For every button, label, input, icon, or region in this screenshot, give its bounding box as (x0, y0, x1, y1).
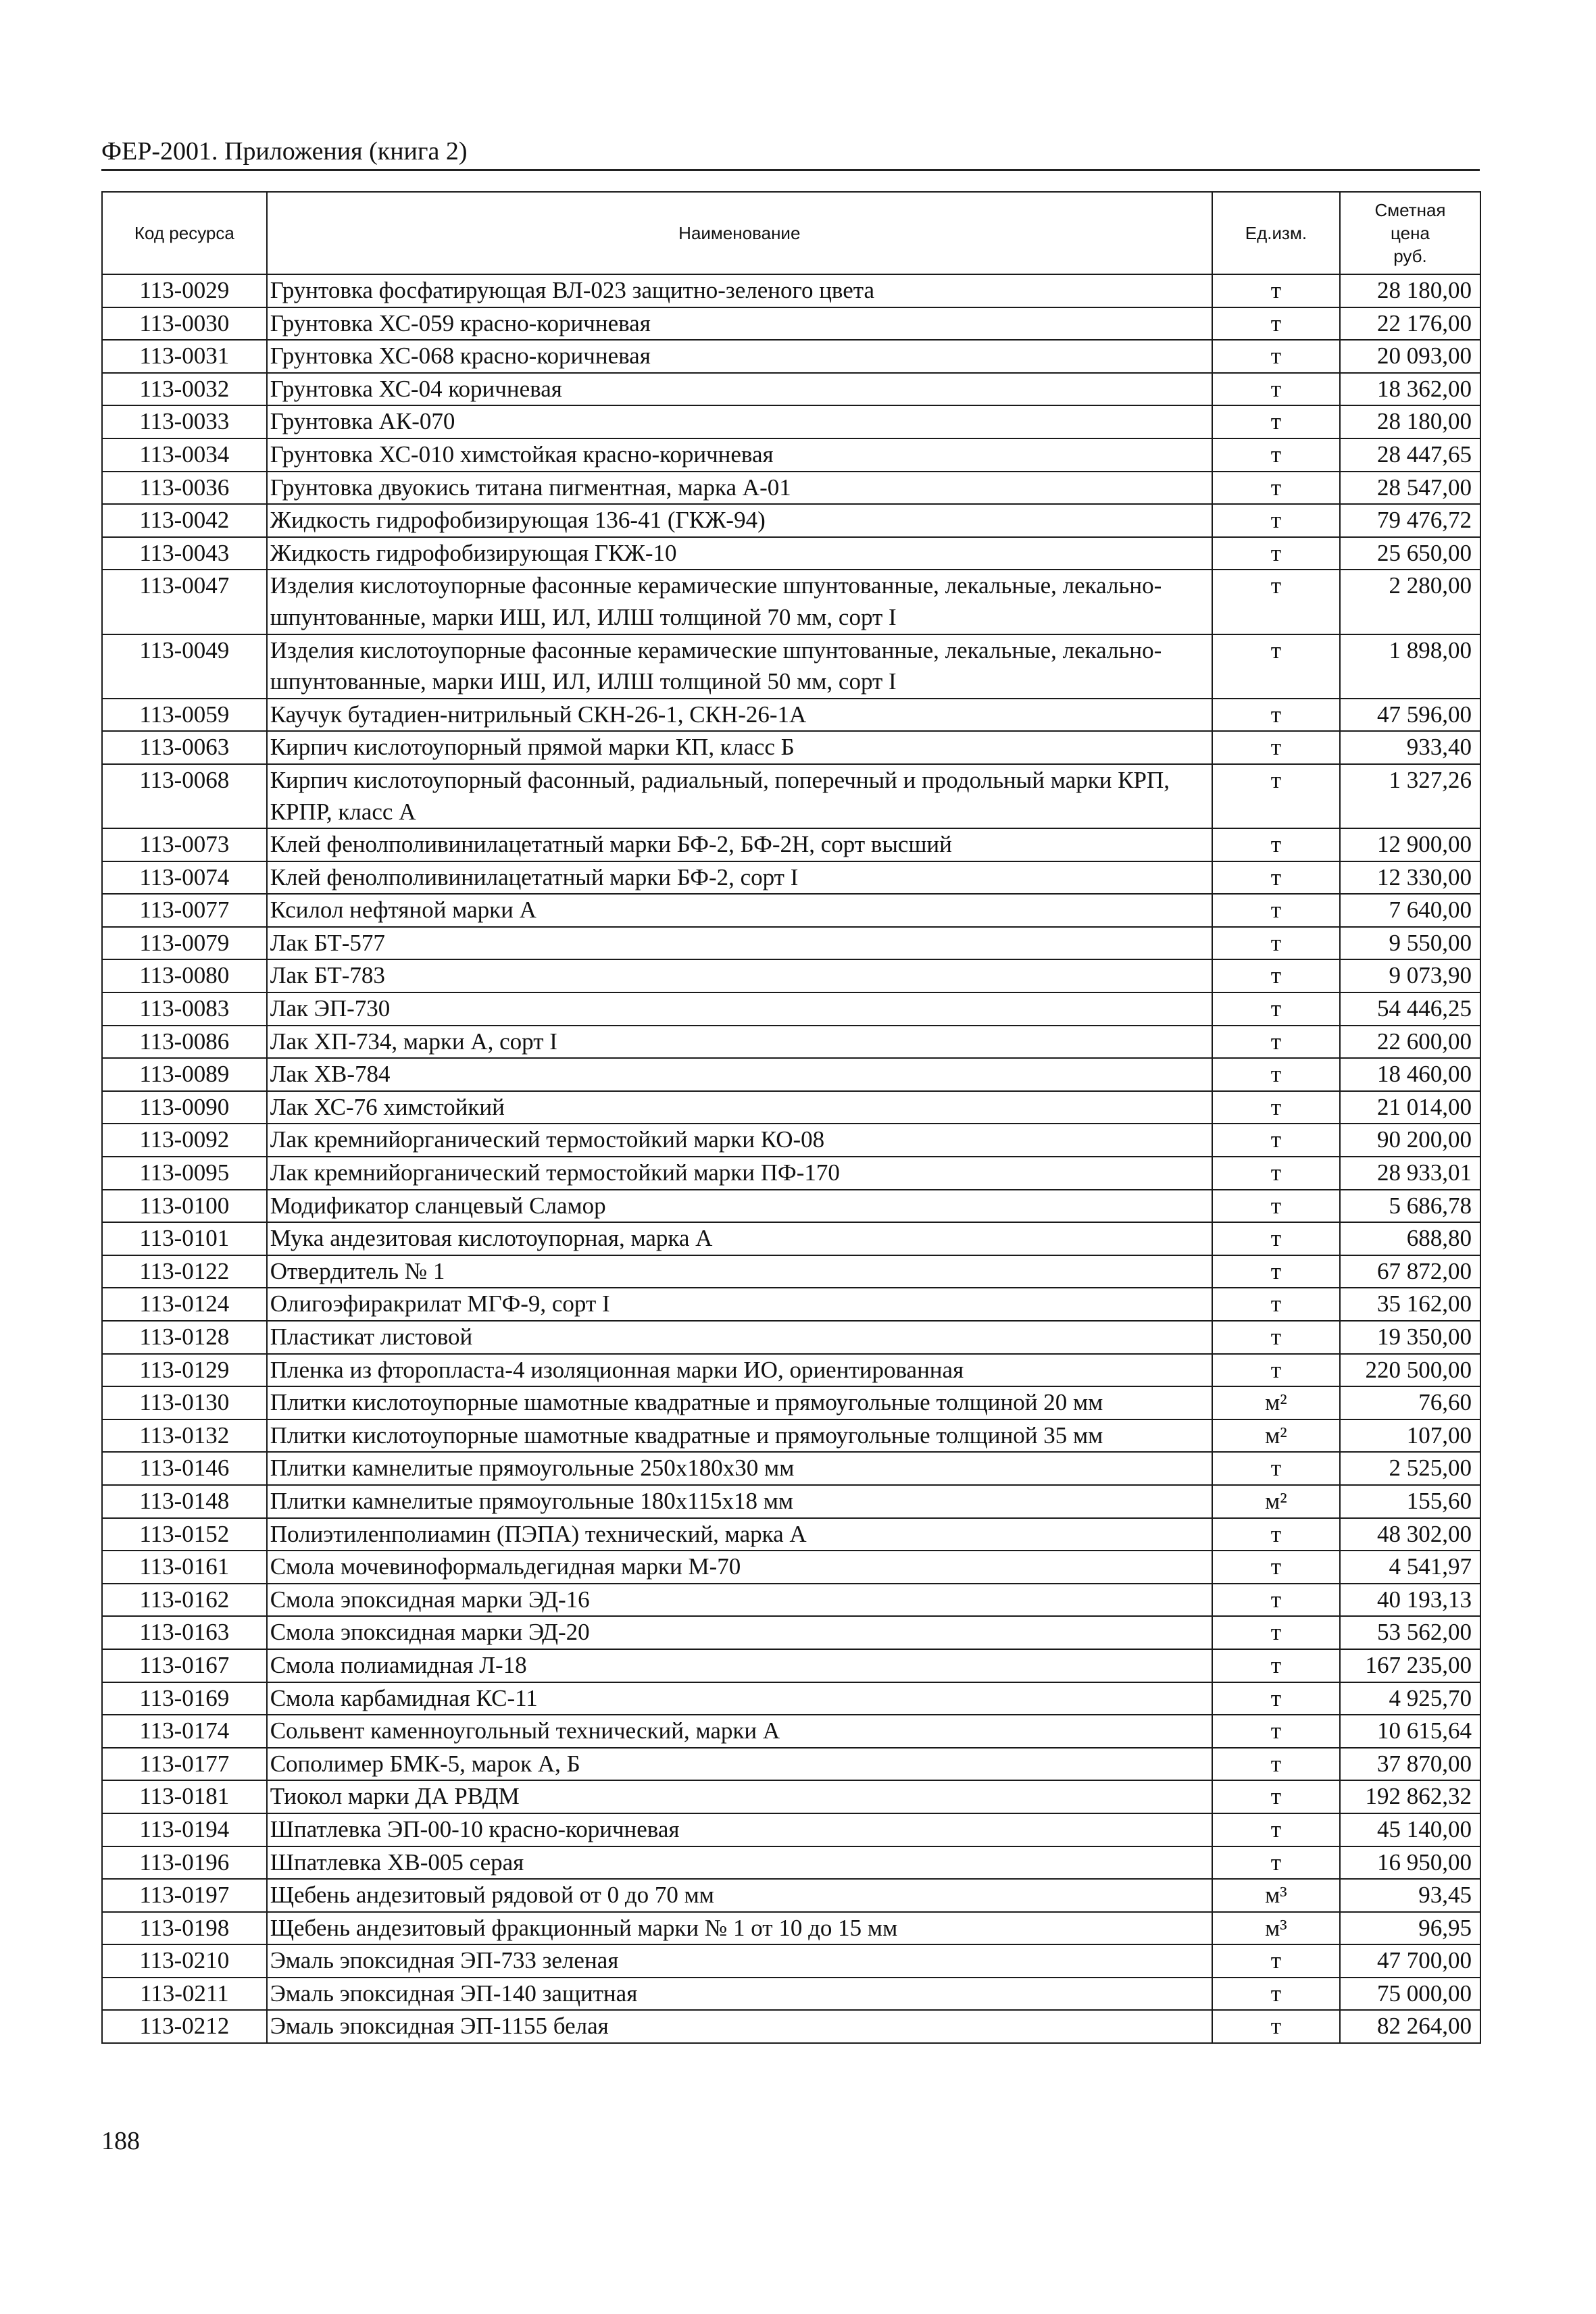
resource-name-cell: Плитки камнелитые прямоугольные 180х115х18 мм (267, 1485, 1212, 1518)
resource-name-cell: Щебень андезитовый фракционный марки № 1 от 10 до 15 мм (267, 1912, 1212, 1945)
unit-cell: т (1212, 1058, 1340, 1091)
price-cell: 688,80 (1340, 1222, 1480, 1255)
unit-cell: м³ (1212, 1912, 1340, 1945)
price-cell: 37 870,00 (1340, 1748, 1480, 1781)
unit-cell: т (1212, 1780, 1340, 1813)
resource-code-cell: 113-0122 (102, 1255, 267, 1288)
resource-name-cell: Плитки кислотоупорные шамотные квадратные и прямоугольные толщиной 35 мм (267, 1419, 1212, 1453)
price-cell: 28 447,65 (1340, 438, 1480, 472)
price-cell: 18 460,00 (1340, 1058, 1480, 1091)
column-header-unit: Ед.изм. (1212, 192, 1340, 274)
table-row (102, 1649, 1480, 1682)
resource-name-cell: Эмаль эпоксидная ЭП-140 защитная (267, 1978, 1212, 2011)
unit-cell: т (1212, 1748, 1340, 1781)
table-row (102, 634, 1480, 699)
unit-cell: т (1212, 472, 1340, 505)
table-row (102, 1321, 1480, 1354)
resource-name-cell: Грунтовка фосфатирующая ВЛ-023 защитно-зеленого цвета (267, 274, 1212, 307)
table-row (102, 1124, 1480, 1157)
resource-code-cell: 113-0146 (102, 1452, 267, 1485)
price-cell: 192 862,32 (1340, 1780, 1480, 1813)
resource-code-cell: 113-0161 (102, 1551, 267, 1584)
table-row (102, 438, 1480, 472)
price-cell: 167 235,00 (1340, 1649, 1480, 1682)
table-row (102, 1813, 1480, 1846)
resource-name-cell: Грунтовка ХС-04 коричневая (267, 373, 1212, 406)
price-cell: 9 073,90 (1340, 959, 1480, 992)
table-row (102, 307, 1480, 341)
price-cell: 47 596,00 (1340, 699, 1480, 732)
resource-name-cell: Клей фенолполивинилацетатный марки БФ-2, сорт I (267, 861, 1212, 895)
price-cell: 47 700,00 (1340, 1944, 1480, 1978)
column-header-price-line1: Сметная (1374, 200, 1446, 220)
column-header-name: Наименование (267, 192, 1212, 274)
resource-code-cell: 113-0212 (102, 2010, 267, 2043)
resource-name-cell: Грунтовка АК-070 (267, 405, 1212, 438)
price-cell: 4 541,97 (1340, 1551, 1480, 1584)
price-cell: 28 547,00 (1340, 472, 1480, 505)
resource-name-cell: Каучук бутадиен-нитрильный СКН-26-1, СКН-26-1А (267, 699, 1212, 732)
price-cell: 96,95 (1340, 1912, 1480, 1945)
table-row (102, 373, 1480, 406)
resource-name-cell: Лак ХП-734, марки А, сорт I (267, 1026, 1212, 1059)
unit-cell: т (1212, 1091, 1340, 1124)
unit-cell: т (1212, 1452, 1340, 1485)
unit-cell: т (1212, 1321, 1340, 1354)
price-cell: 16 950,00 (1340, 1846, 1480, 1880)
resource-name-cell: Пленка из фторопласта-4 изоляционная марки ИО, ориентированная (267, 1354, 1212, 1387)
resource-code-cell: 113-0129 (102, 1354, 267, 1387)
unit-cell: т (1212, 537, 1340, 570)
table-row (102, 537, 1480, 570)
table-row (102, 894, 1480, 927)
table-row (102, 731, 1480, 764)
page-header (101, 135, 1480, 171)
unit-cell: т (1212, 1551, 1340, 1584)
resource-name-cell: Лак кремнийорганический термостойкий марки ПФ-170 (267, 1157, 1212, 1190)
resource-code-cell: 113-0080 (102, 959, 267, 992)
unit-cell: т (1212, 1255, 1340, 1288)
unit-cell: м² (1212, 1419, 1340, 1453)
resource-code-cell: 113-0196 (102, 1846, 267, 1880)
price-cell: 28 933,01 (1340, 1157, 1480, 1190)
price-cell: 22 600,00 (1340, 1026, 1480, 1059)
price-cell: 93,45 (1340, 1879, 1480, 1912)
resource-code-cell: 113-0181 (102, 1780, 267, 1813)
unit-cell: т (1212, 1616, 1340, 1649)
price-cell: 7 640,00 (1340, 894, 1480, 927)
unit-cell: т (1212, 1190, 1340, 1223)
price-cell: 220 500,00 (1340, 1354, 1480, 1387)
price-cell: 54 446,25 (1340, 992, 1480, 1026)
table-row (102, 1255, 1480, 1288)
price-cell: 4 925,70 (1340, 1682, 1480, 1715)
resource-code-cell: 113-0128 (102, 1321, 267, 1354)
unit-cell: т (1212, 1682, 1340, 1715)
table-row (102, 340, 1480, 373)
table-row (102, 1485, 1480, 1518)
resource-name-cell: Щебень андезитовый рядовой от 0 до 70 мм (267, 1879, 1212, 1912)
resource-code-cell: 113-0089 (102, 1058, 267, 1091)
price-cell: 2 280,00 (1340, 570, 1480, 634)
price-cell: 22 176,00 (1340, 307, 1480, 341)
resource-code-cell: 113-0169 (102, 1682, 267, 1715)
unit-cell: т (1212, 274, 1340, 307)
unit-cell: т (1212, 1944, 1340, 1978)
resource-name-cell: Полиэтиленполиамин (ПЭПА) технический, марка А (267, 1518, 1212, 1551)
resource-code-cell: 113-0177 (102, 1748, 267, 1781)
table-row (102, 472, 1480, 505)
unit-cell: м³ (1212, 1879, 1340, 1912)
price-cell: 20 093,00 (1340, 340, 1480, 373)
resource-code-cell: 113-0068 (102, 764, 267, 828)
resource-code-cell: 113-0086 (102, 1026, 267, 1059)
resource-name-cell: Шпатлевка ЭП-00-10 красно-коричневая (267, 1813, 1212, 1846)
table-row (102, 504, 1480, 537)
resource-name-cell: Грунтовка ХС-010 химстойкая красно-коричневая (267, 438, 1212, 472)
table-row (102, 699, 1480, 732)
resource-code-cell: 113-0194 (102, 1813, 267, 1846)
resource-code-cell: 113-0029 (102, 274, 267, 307)
price-cell: 18 362,00 (1340, 373, 1480, 406)
table-row (102, 405, 1480, 438)
unit-cell: т (1212, 731, 1340, 764)
price-cell: 90 200,00 (1340, 1124, 1480, 1157)
table-row (102, 1780, 1480, 1813)
resource-code-cell: 113-0152 (102, 1518, 267, 1551)
resource-code-cell: 113-0033 (102, 405, 267, 438)
price-cell: 9 550,00 (1340, 927, 1480, 960)
resource-name-cell: Лак ЭП-730 (267, 992, 1212, 1026)
table-row (102, 1288, 1480, 1321)
table-row (102, 1518, 1480, 1551)
table-row (102, 1944, 1480, 1978)
table-row (102, 1222, 1480, 1255)
unit-cell: т (1212, 764, 1340, 828)
unit-cell: т (1212, 894, 1340, 927)
table-row (102, 1846, 1480, 1880)
resource-code-cell: 113-0132 (102, 1419, 267, 1453)
price-cell: 79 476,72 (1340, 504, 1480, 537)
price-cell: 35 162,00 (1340, 1288, 1480, 1321)
resource-name-cell: Лак БТ-577 (267, 927, 1212, 960)
resource-code-cell: 113-0211 (102, 1978, 267, 2011)
unit-cell: т (1212, 927, 1340, 960)
resource-code-cell: 113-0074 (102, 861, 267, 895)
page-number: 188 (101, 2127, 140, 2155)
resource-name-cell: Ксилол нефтяной марки А (267, 894, 1212, 927)
price-cell: 1 898,00 (1340, 634, 1480, 699)
unit-cell: т (1212, 340, 1340, 373)
resource-code-cell: 113-0036 (102, 472, 267, 505)
table-row (102, 828, 1480, 861)
table-row (102, 764, 1480, 828)
unit-cell: т (1212, 959, 1340, 992)
resource-code-cell: 113-0174 (102, 1715, 267, 1748)
table-row (102, 1616, 1480, 1649)
resource-name-cell: Смола мочевиноформальдегидная марки М-70 (267, 1551, 1212, 1584)
resource-code-cell: 113-0034 (102, 438, 267, 472)
resource-code-cell: 113-0124 (102, 1288, 267, 1321)
unit-cell: т (1212, 1518, 1340, 1551)
resource-name-cell: Тиокол марки ДА РВДМ (267, 1780, 1212, 1813)
unit-cell: т (1212, 307, 1340, 341)
price-cell: 28 180,00 (1340, 405, 1480, 438)
resource-code-cell: 113-0049 (102, 634, 267, 699)
price-cell: 10 615,64 (1340, 1715, 1480, 1748)
resource-name-cell: Грунтовка двуокись титана пигментная, марка А-01 (267, 472, 1212, 505)
unit-cell: т (1212, 1354, 1340, 1387)
table-row (102, 1386, 1480, 1419)
price-cell: 53 562,00 (1340, 1616, 1480, 1649)
resource-name-cell: Лак кремнийорганический термостойкий марки КО-08 (267, 1124, 1212, 1157)
unit-cell: т (1212, 699, 1340, 732)
resource-name-cell: Смола эпоксидная марки ЭД-20 (267, 1616, 1212, 1649)
resource-code-cell: 113-0083 (102, 992, 267, 1026)
table-row (102, 1190, 1480, 1223)
resource-code-cell: 113-0047 (102, 570, 267, 634)
resource-code-cell: 113-0163 (102, 1616, 267, 1649)
resource-name-cell: Смола эпоксидная марки ЭД-16 (267, 1584, 1212, 1617)
resource-name-cell: Сольвент каменноугольный технический, марки А (267, 1715, 1212, 1748)
table-row (102, 1715, 1480, 1748)
resource-code-cell: 113-0148 (102, 1485, 267, 1518)
resource-code-cell: 113-0090 (102, 1091, 267, 1124)
table-row (102, 1058, 1480, 1091)
price-cell: 45 140,00 (1340, 1813, 1480, 1846)
price-cell: 933,40 (1340, 731, 1480, 764)
resource-name-cell: Жидкость гидрофобизирующая ГКЖ-10 (267, 537, 1212, 570)
table-row (102, 1091, 1480, 1124)
resource-name-cell: Жидкость гидрофобизирующая 136-41 (ГКЖ-94) (267, 504, 1212, 537)
resource-name-cell: Смола карбамидная КС-11 (267, 1682, 1212, 1715)
resource-name-cell: Пластикат листовой (267, 1321, 1212, 1354)
resource-code-cell: 113-0079 (102, 927, 267, 960)
unit-cell: т (1212, 1813, 1340, 1846)
unit-cell: т (1212, 504, 1340, 537)
unit-cell: т (1212, 1222, 1340, 1255)
unit-cell: м² (1212, 1386, 1340, 1419)
resource-name-cell: Лак ХС-76 химстойкий (267, 1091, 1212, 1124)
column-header-price-line3: руб. (1393, 246, 1427, 266)
unit-cell: т (1212, 992, 1340, 1026)
unit-cell: т (1212, 405, 1340, 438)
resource-code-cell: 113-0197 (102, 1879, 267, 1912)
unit-cell: т (1212, 1715, 1340, 1748)
price-cell: 12 330,00 (1340, 861, 1480, 895)
resource-code-cell: 113-0162 (102, 1584, 267, 1617)
table-body (102, 274, 1480, 2043)
table-row (102, 1354, 1480, 1387)
price-table-container (101, 191, 1481, 2044)
price-cell: 12 900,00 (1340, 828, 1480, 861)
table-row (102, 1584, 1480, 1617)
unit-cell: т (1212, 438, 1340, 472)
resource-name-cell: Модификатор сланцевый Сламор (267, 1190, 1212, 1223)
table-row (102, 570, 1480, 634)
price-cell: 19 350,00 (1340, 1321, 1480, 1354)
unit-cell: т (1212, 1846, 1340, 1880)
resource-code-cell: 113-0063 (102, 731, 267, 764)
price-cell: 67 872,00 (1340, 1255, 1480, 1288)
resource-name-cell: Шпатлевка ХВ-005 серая (267, 1846, 1212, 1880)
resource-code-cell: 113-0032 (102, 373, 267, 406)
resource-code-cell: 113-0077 (102, 894, 267, 927)
document-title: ФЕР-2001. Приложения (книга 2) (101, 137, 468, 166)
price-cell: 48 302,00 (1340, 1518, 1480, 1551)
resource-name-cell: Эмаль эпоксидная ЭП-1155 белая (267, 2010, 1212, 2043)
unit-cell: т (1212, 861, 1340, 895)
price-cell: 25 650,00 (1340, 537, 1480, 570)
resource-name-cell: Клей фенолполивинилацетатный марки БФ-2, БФ-2Н, сорт высший (267, 828, 1212, 861)
resource-name-cell: Кирпич кислотоупорный прямой марки КП, класс Б (267, 731, 1212, 764)
price-cell: 28 180,00 (1340, 274, 1480, 307)
column-header-code: Код ресурса (102, 192, 267, 274)
table-row (102, 1978, 1480, 2011)
resource-code-cell: 113-0130 (102, 1386, 267, 1419)
resource-name-cell: Мука андезитовая кислотоупорная, марка А (267, 1222, 1212, 1255)
resource-code-cell: 113-0030 (102, 307, 267, 341)
resource-code-cell: 113-0167 (102, 1649, 267, 1682)
resource-code-cell: 113-0100 (102, 1190, 267, 1223)
table-row (102, 1551, 1480, 1584)
unit-cell: т (1212, 1978, 1340, 2011)
unit-cell: т (1212, 1649, 1340, 1682)
table-row (102, 1026, 1480, 1059)
resource-name-cell: Изделия кислотоупорные фасонные керамические шпунтованные, лекальные, лекально-шпунтованные, марки ИШ, ИЛ, ИЛШ толщиной 70 мм, сорт I (267, 570, 1212, 634)
resource-code-cell: 113-0210 (102, 1944, 267, 1978)
table-row (102, 2010, 1480, 2043)
table-row (102, 1682, 1480, 1715)
resource-name-cell: Плитки кислотоупорные шамотные квадратные и прямоугольные толщиной 20 мм (267, 1386, 1212, 1419)
price-cell: 107,00 (1340, 1419, 1480, 1453)
unit-cell: т (1212, 1157, 1340, 1190)
table-row (102, 959, 1480, 992)
resource-name-cell: Кирпич кислотоупорный фасонный, радиальный, поперечный и продольный марки КРП, КРПР, класс А (267, 764, 1212, 828)
resource-name-cell: Смола полиамидная Л-18 (267, 1649, 1212, 1682)
table-row (102, 927, 1480, 960)
table-row (102, 1157, 1480, 1190)
table-row (102, 274, 1480, 307)
resource-name-cell: Грунтовка ХС-059 красно-коричневая (267, 307, 1212, 341)
price-cell: 2 525,00 (1340, 1452, 1480, 1485)
price-cell: 1 327,26 (1340, 764, 1480, 828)
unit-cell: т (1212, 1026, 1340, 1059)
resource-code-cell: 113-0073 (102, 828, 267, 861)
table-row (102, 992, 1480, 1026)
price-table (101, 191, 1481, 2044)
unit-cell: т (1212, 1288, 1340, 1321)
resource-code-cell: 113-0042 (102, 504, 267, 537)
resource-code-cell: 113-0059 (102, 699, 267, 732)
unit-cell: м² (1212, 1485, 1340, 1518)
resource-code-cell: 113-0043 (102, 537, 267, 570)
table-row (102, 1879, 1480, 1912)
column-header-price (1340, 192, 1480, 274)
price-cell: 75 000,00 (1340, 1978, 1480, 2011)
table-row (102, 1452, 1480, 1485)
table-row (102, 1419, 1480, 1453)
unit-cell: т (1212, 570, 1340, 634)
unit-cell: т (1212, 373, 1340, 406)
price-cell: 76,60 (1340, 1386, 1480, 1419)
resource-code-cell: 113-0198 (102, 1912, 267, 1945)
price-cell: 82 264,00 (1340, 2010, 1480, 2043)
resource-name-cell: Эмаль эпоксидная ЭП-733 зеленая (267, 1944, 1212, 1978)
resource-name-cell: Отвердитель № 1 (267, 1255, 1212, 1288)
price-cell: 40 193,13 (1340, 1584, 1480, 1617)
resource-name-cell: Лак ХВ-784 (267, 1058, 1212, 1091)
table-header-row (102, 192, 1480, 274)
table-row (102, 861, 1480, 895)
resource-name-cell: Олигоэфиракрилат МГФ-9, сорт I (267, 1288, 1212, 1321)
resource-code-cell: 113-0095 (102, 1157, 267, 1190)
table-row (102, 1748, 1480, 1781)
unit-cell: т (1212, 2010, 1340, 2043)
resource-code-cell: 113-0031 (102, 340, 267, 373)
price-cell: 5 686,78 (1340, 1190, 1480, 1223)
unit-cell: т (1212, 634, 1340, 699)
price-cell: 21 014,00 (1340, 1091, 1480, 1124)
unit-cell: т (1212, 828, 1340, 861)
resource-code-cell: 113-0101 (102, 1222, 267, 1255)
column-header-price-line2: цена (1391, 223, 1430, 243)
resource-name-cell: Плитки камнелитые прямоугольные 250х180х30 мм (267, 1452, 1212, 1485)
unit-cell: т (1212, 1584, 1340, 1617)
resource-name-cell: Грунтовка ХС-068 красно-коричневая (267, 340, 1212, 373)
unit-cell: т (1212, 1124, 1340, 1157)
resource-name-cell: Изделия кислотоупорные фасонные керамические шпунтованные, лекальные, лекально-шпунтованные, марки ИШ, ИЛ, ИЛШ толщиной 50 мм, сорт I (267, 634, 1212, 699)
table-row (102, 1912, 1480, 1945)
resource-name-cell: Лак БТ-783 (267, 959, 1212, 992)
price-cell: 155,60 (1340, 1485, 1480, 1518)
resource-name-cell: Сополимер БМК-5, марок А, Б (267, 1748, 1212, 1781)
resource-code-cell: 113-0092 (102, 1124, 267, 1157)
